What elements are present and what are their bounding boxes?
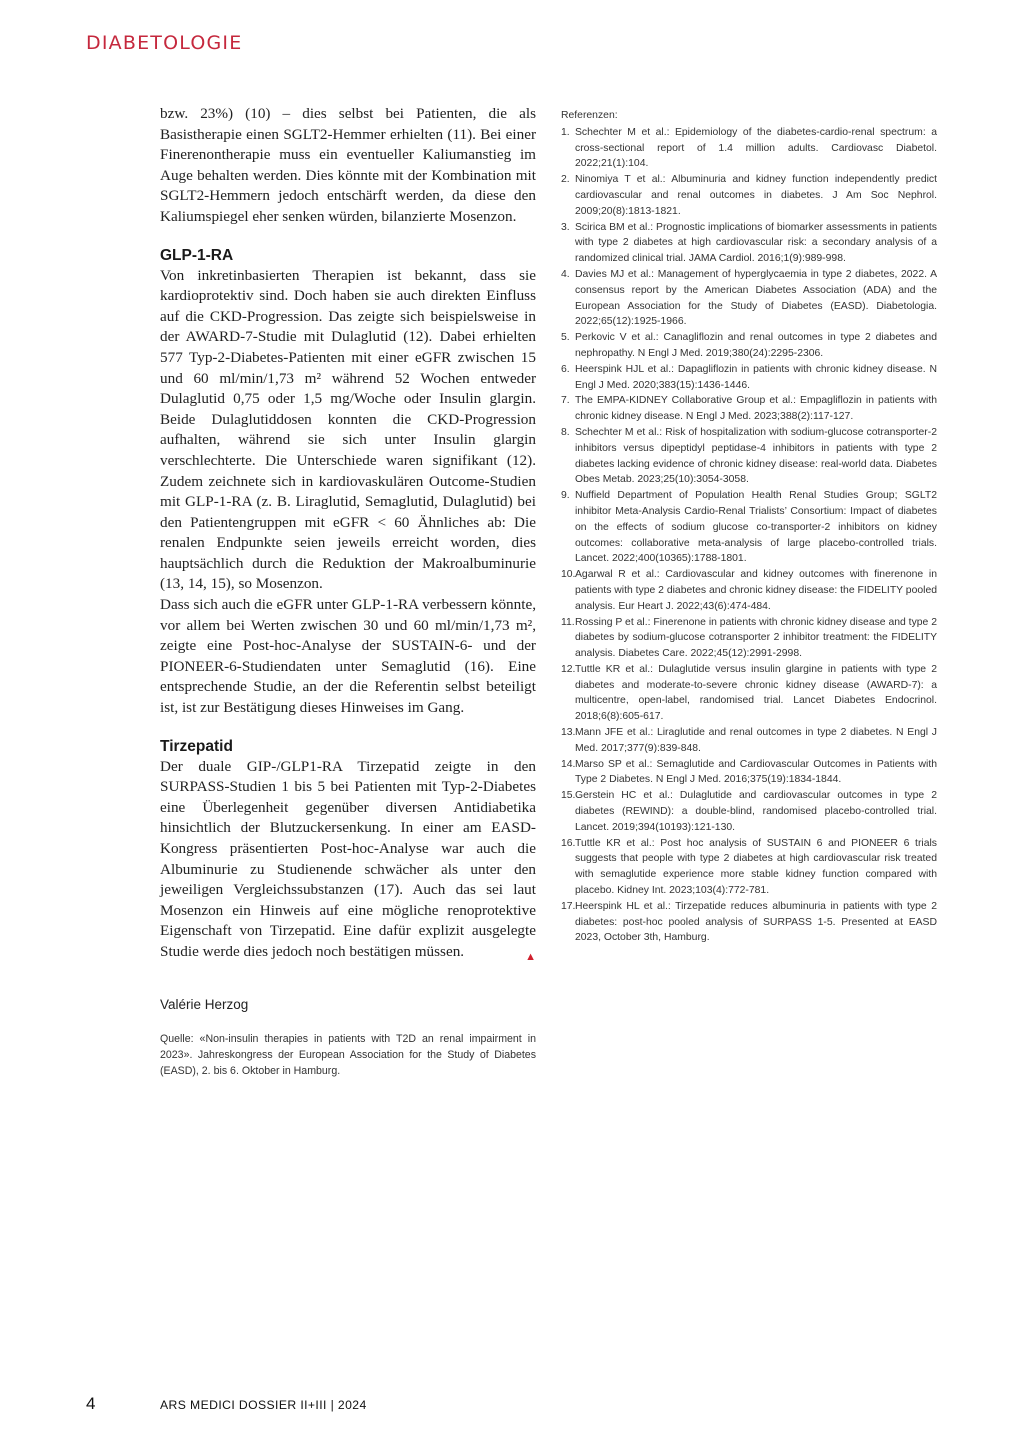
reference-number: 4. xyxy=(561,268,570,280)
reference-text: Ninomiya T et al.: Albuminuria and kidney function independently predict cardiovascular and renal outcomes in diabetes. J Am Soc Nephrol. 2009;20(8):1813-1821. xyxy=(575,174,937,217)
reference-item xyxy=(561,725,937,757)
paragraph-3: Dass sich auch die eGFR unter GLP-1-RA verbessern könnte, vor allem bei Werten zwischen 30 und 60 ml/min/1,73 m², zeigte eine Post-hoc-Analyse der SUSTAIN-6- und der PIONEER-6-Studiendaten unter Semaglutid (16). Eine entsprechende Studie, an der die Referentin selbst beteiligt ist, ist zur Bestätigung dieses Hinweises im Gang. xyxy=(160,596,536,717)
reference-text: Marso SP et al.: Semaglutide and Cardiovascular Outcomes in Patients with Type 2 Diabetes. N Engl J Med. 2016;375(19):1834-1844. xyxy=(575,758,937,786)
reference-item xyxy=(561,788,937,835)
reference-item xyxy=(561,362,937,394)
reference-text: Davies MJ et al.: Management of hyperglycaemia in type 2 diabetes, 2022. A consensus report by the American Diabetes Association (ADA) and the European Association for the Study of Diabetes (EASD). Diabetologia. 2022;65(12):1925-1966. xyxy=(575,268,937,328)
paragraph-4-text: Der duale GIP-/GLP1-RA Tirzepatid zeigte in den SURPASS-Studien 1 bis 5 bei Patienten mit Typ-2-Diabetes eine Überlegenheit gegenüber diversen Antidiabetika hinsichtlich der Blutzuckersenkung. In einer am EASD-Kongress präsentierten Post-hoc-Analyse war auch die Albuminurie zu Studienende schwächer als unter den jeweiligen Vergleichssubstanzen (17). Auch das sei laut Mosenzon ein Hinweis auf eine mögliche renoprotektive Eigenschaft von Tirzepatid. Eine dafür explizit ausgelegte Studie werde dies jedoch noch bestätigen müssen. xyxy=(160,757,536,960)
reference-text: Tuttle KR et al.: Dulaglutide versus insulin glargine in patients with type 2 diabetes and moderate-to-severe chronic kidney disease (AWARD-7): a multicentre, open-label, randomised trial. Lancet Diabetes Endocrinol. 2018;6(8):605-617. xyxy=(575,663,937,723)
reference-number: 8. xyxy=(561,426,570,438)
journal-name: ARS MEDICI DOSSIER II+III | 2024 xyxy=(160,1398,367,1412)
reference-item xyxy=(561,172,937,219)
reference-text: Mann JFE et al.: Liraglutide and renal outcomes in type 2 diabetes. N Engl J Med. 2017;377(9):839-848. xyxy=(575,727,937,754)
article-body xyxy=(160,104,536,968)
reference-item xyxy=(561,836,937,899)
references-heading: Referenzen: xyxy=(561,110,618,121)
references-list xyxy=(561,125,937,946)
reference-number: 13. xyxy=(561,727,576,739)
reference-item xyxy=(561,393,937,425)
page-number: 4 xyxy=(86,1394,96,1413)
reference-number: 15. xyxy=(561,790,576,802)
reference-item xyxy=(561,615,937,662)
reference-number: 1. xyxy=(561,126,570,138)
reference-item xyxy=(561,220,937,267)
reference-text: Agarwal R et al.: Cardiovascular and kidney outcomes with finerenone in patients with type 2 diabetes and chronic kidney disease: the FIDELITY pooled analysis. Eur Heart J. 2022;43(6):474-484. xyxy=(575,569,937,612)
references xyxy=(561,108,937,946)
reference-number: 12. xyxy=(561,663,576,675)
reference-item xyxy=(561,662,937,725)
reference-number: 16. xyxy=(561,837,576,849)
reference-text: Nuffield Department of Population Health Renal Studies Group; SGLT2 inhibitor Meta-Analysis Cardio-Renal Trialists’ Consortium: Impact of diabetes on the effects of sodium glucose co-transporter-2 inhibitors on kidney outcomes: collaborative meta-analysis of large placebo-controlled trials. Lancet. 2022;400(10365):1788-1801. xyxy=(575,490,937,565)
reference-number: 14. xyxy=(561,758,576,770)
reference-number: 3. xyxy=(561,221,570,233)
paragraph-4 xyxy=(160,757,536,963)
reference-number: 2. xyxy=(561,174,570,186)
reference-number: 17. xyxy=(561,900,576,912)
reference-number: 9. xyxy=(561,490,570,502)
heading-tirzepatid: Tirzepatid xyxy=(160,737,233,755)
reference-number: 5. xyxy=(561,332,570,344)
reference-text: Heerspink HL et al.: Tirzepatide reduces albuminuria in patients with type 2 diabetes: post-hoc pooled analysis of SURPASS 1-5. Presented at EASD 2023, October 3th, Hamburg. xyxy=(575,900,937,944)
reference-text: Scirica BM et al.: Prognostic implications of biomarker assessments in patients with type 2 diabetes at high cardiovascular risk: a secondary analysis of a randomized clinical trial. JAMA Cardiol. 2016;1(9):989-998. xyxy=(575,221,937,265)
author: Valérie Herzog xyxy=(160,997,249,1012)
reference-item xyxy=(561,567,937,614)
paragraph-2: Von inkretinbasierten Therapien ist bekannt, dass sie kardioprotektiv sind. Doch haben sie auch direkten Einfluss auf die CKD-Progression. Das zeigte sich beispielsweise in der AWARD-7-Studie mit Dulaglutid (12). Dabei erhielten 577 Typ-2-Diabetes-Patienten mit einer eGFR zwischen 15 und 60 ml/min/1,73 m² während 52 Wochen entweder Dulaglutid 0,75 oder 1,5 mg/Woche oder Insulin glargin. Beide Dulaglutiddosen konnten die CKD-Progression aufhalten, während sie sich unter Insulin glargin verschlechterte. Die Unterschiede waren signifikant (12). Zudem zeichnete sich in kardiovaskulären Outcome-Studien mit GLP-1-RA (z. B. Liraglutid, Semaglutid, Dulaglutid) bei den Patientengruppen mit eGFR < 60 Ähnliches ab: Die renalen Endpunkte seien jeweils erreicht worden, dies hauptsächlich durch die Reduktion der Makroalbuminurie (13, 14, 15), so Mosenzon. xyxy=(160,266,536,593)
reference-item xyxy=(561,757,937,789)
reference-number: 11. xyxy=(561,616,575,628)
reference-item xyxy=(561,425,937,488)
source-note: Quelle: «Non-insulin therapies in patients with T2D an renal impairment in 2023». Jahreskongress der European Association for the Study of Diabetes (EASD), 2. bis 6. Oktober in Hamburg. xyxy=(160,1033,536,1077)
reference-text: Perkovic V et al.: Canagliflozin and renal outcomes in type 2 diabetes and nephropathy. N Engl J Med. 2019;380(24):2295-2306. xyxy=(575,332,937,359)
reference-item xyxy=(561,488,937,567)
end-triangle-icon: ▲ xyxy=(525,950,536,963)
reference-text: Schechter M et al.: Risk of hospitalization with sodium-glucose cotransporter-2 inhibitors versus dipeptidyl peptidase-4 inhibitors in patients with type 2 diabetes lacking evidence of chronic kidney disease: real-world data. Diabetes Obes Metab. 2023;25(10):3054-3058. xyxy=(575,426,937,486)
section-title: DIABETOLOGIE xyxy=(86,32,243,54)
reference-item xyxy=(561,267,937,330)
reference-text: The EMPA-KIDNEY Collaborative Group et al.: Empagliflozin in patients with chronic kidney disease. N Engl J Med. 2023;388(2):117-127. xyxy=(575,395,937,423)
reference-number: 7. xyxy=(561,395,570,407)
reference-item xyxy=(561,899,937,946)
reference-number: 6. xyxy=(561,363,570,375)
reference-text: Gerstein HC et al.: Dulaglutide and cardiovascular outcomes in type 2 diabetes (REWIND): a double-blind, randomised placebo-controlled trial. Lancet. 2019;394(10193):121-130. xyxy=(575,790,937,833)
paragraph-1: bzw. 23%) (10) – dies selbst bei Patienten, die als Basistherapie einen SGLT2-Hemmer erhielten (11). Bei einer Finerenontherapie muss ein eventueller Kaliumanstieg im Auge behalten werden. Dies könnte mit der Kombination mit SGLT2-Hemmern jedoch entschärft werden, da diese den Kaliumspiegel eher senken würden, bilanzierte Mosenzon. xyxy=(160,105,536,225)
reference-item xyxy=(561,330,937,362)
reference-number: 10. xyxy=(561,569,576,581)
reference-text: Schechter M et al.: Epidemiology of the diabetes-cardio-renal spectrum: a cross-sectional report of 1.4 million adults. Cardiovasc Diabetol. 2022;21(1):104. xyxy=(575,126,937,170)
reference-text: Heerspink HJL et al.: Dapagliflozin in patients with chronic kidney disease. N Engl J Med. 2020;383(15):1436-1446. xyxy=(575,363,937,391)
reference-item xyxy=(561,125,937,172)
reference-text: Tuttle KR et al.: Post hoc analysis of SUSTAIN 6 and PIONEER 6 trials suggests that people with type 2 diabetes at high cardiovascular risk treated with semaglutide experience more stable kidney function compared with placebo. Kidney Int. 2023;103(4):772-781. xyxy=(575,837,937,897)
heading-glp1ra: GLP-1-RA xyxy=(160,246,234,264)
reference-text: Rossing P et al.: Finerenone in patients with chronic kidney disease and type 2 diabetes by sodium-glucose cotransporter 2 inhibitor treatment: the FIDELITY analysis. Diabetes Care. 2022;45(12):2991-2998. xyxy=(575,616,937,660)
